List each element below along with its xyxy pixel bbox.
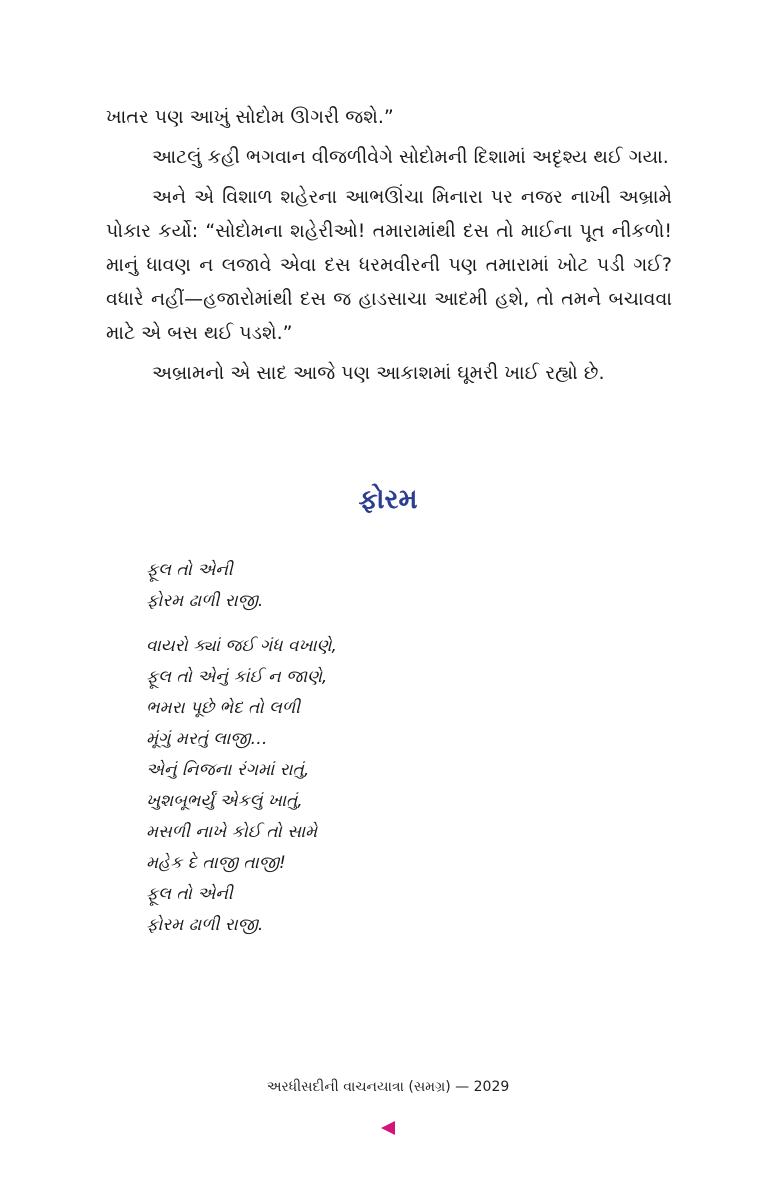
- prose-section: [106, 100, 672, 390]
- prose-paragraph: ખાતર પણ આખું સોદોમ ઊગરી જશે.”: [106, 106, 394, 128]
- poem-line: મૂંગું મરતું લાજી…: [146, 729, 268, 749]
- poem-line: ફૂલ તો એની: [146, 884, 233, 904]
- poem-line: મસળી નાખે કોઈ તો સામે: [146, 822, 318, 842]
- poem-line: ફૂલ તો એનું કાંઈ ન જાણે,: [146, 667, 328, 687]
- prose-paragraph: અને એ વિશાળ શહેરના આભઊંચા મિનારા પર નજર નાખી અબ્રામે પોકાર કર્યો: “સોદોમના શહેરીઓ! તમારામાંથી દસ તો માઈના પૂત નીકળો! માનું ધાવણ ન લજાવે એવા દસ ધરમવીરની પણ તમારામાં ખોટ પડી ગઈ? વધારે નહીં—હજારોમાંથી દસ જ હાડસાચા આદમી હશે, તો તમને બચાવવા માટે એ બસ થઈ પડશે.”: [106, 186, 672, 344]
- poem-stanza: [146, 555, 626, 617]
- poem-title: ફોરમ: [358, 484, 418, 515]
- page-footer: અરધીસદીની વાચનયાત્રા (સમગ્ર) — 2029: [266, 1079, 510, 1095]
- poem-line: ફોરમ ઢાળી રાજી.: [146, 591, 264, 611]
- poem-line: ખુશબૂભર્યું એકલું ખાતું,: [146, 791, 303, 811]
- poem: [146, 555, 626, 941]
- poem-line: ફોરમ ઢાળી રાજી.: [146, 915, 264, 935]
- poem-line: ભમરા પૂછે ભેદ તો લળી: [146, 698, 300, 718]
- prose-paragraph: અબ્રામનો એ સાદ આજે પણ આકાશમાં ઘૂમરી ખાઈ રહ્યો છે.: [152, 362, 605, 384]
- triangle-left-icon[interactable]: [381, 1121, 395, 1135]
- poem-stanza: [146, 631, 626, 941]
- poem-line: ફૂલ તો એની: [146, 560, 233, 580]
- poem-line: મહેક દે તાજી તાજી!: [146, 853, 286, 873]
- poem-line: એનું નિજના રંગમાં રાતું,: [146, 760, 310, 780]
- poem-line: વાયરો ક્યાં જઈ ગંધ વખાણે,: [146, 636, 337, 656]
- prose-paragraph: આટલું કહી ભગવાન વીજળીવેગે સોદોમની દિશામાં અદૃશ્ય થઈ ગયા.: [152, 146, 669, 168]
